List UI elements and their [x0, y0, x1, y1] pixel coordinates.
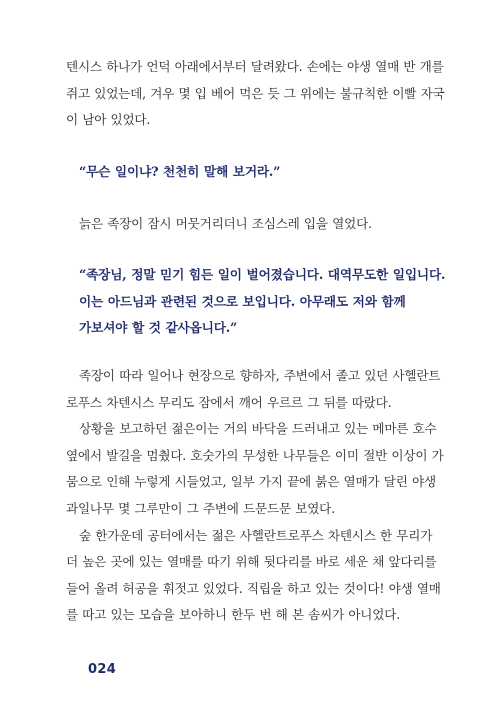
paragraph-2 — [66, 211, 426, 238]
dialogue-line: “족장님, 정말 믿기 힘든 일이 벌어졌습니다. 대역무도한 일입니다. — [79, 267, 446, 282]
text-line: 늙은 족장이 잠시 머뭇거리더니 조심스레 입을 열었다. — [79, 216, 372, 231]
text-line: 로푸스 차텐시스 무리도 잠에서 깨어 우르르 그 뒤를 따랐다. — [66, 394, 392, 410]
text-line: 상황을 보고하던 젊은이는 거의 바닥을 드러내고 있는 메마른 호수 — [79, 421, 437, 437]
text-line: 를 따고 있는 모습을 보아하니 한두 번 해 본 솜씨가 아니었다. — [66, 607, 401, 623]
text-line: 뭄으로 인해 누렇게 시들었고, 일부 가지 끝에 붉은 열매가 달린 야생 — [66, 474, 436, 490]
dialogue-1 — [66, 159, 426, 185]
text-line: 과일나무 몇 그루만이 그 주변에 드문드문 보였다. — [66, 500, 335, 516]
dialogue-line: 이는 아드님과 관련된 것으로 보입니다. 아무래도 저와 함께 — [79, 293, 406, 309]
text-line: 더 높은 곳에 있는 열매를 따기 위해 뒷다리를 바로 세운 채 앞다리를 — [66, 554, 437, 570]
page-number: 024 — [88, 662, 117, 677]
dialogue-2 — [66, 262, 446, 342]
text-line: 이 남아 있었다. — [66, 112, 151, 128]
dialogue-line: “무슨 일이냐? 천천히 말해 보거라.” — [79, 164, 281, 179]
dialogue-line: 가보셔야 할 것 같사옵니다.” — [79, 320, 238, 335]
text-line: 들어 올려 허공을 휘젓고 있었다. 직립을 하고 있는 것이다! 야생 열매 — [66, 580, 441, 596]
paragraph-1 — [66, 54, 445, 134]
text-line: 텐시스 하나가 언덕 아래에서부터 달려왔다. 손에는 야생 열매 반 개를 — [66, 59, 444, 74]
text-line: 숲 한가운데 공터에서는 젊은 사헬란트로푸스 차텐시스 한 무리가 — [79, 527, 433, 543]
text-line: 쥐고 있었는데, 겨우 몇 입 베어 먹은 듯 그 위에는 불규칙한 이빨 자국 — [66, 85, 445, 101]
text-line: 족장이 따라 일어나 현장으로 향하자, 주변에서 졸고 있던 사헬란트 — [79, 368, 441, 383]
paragraph-3 — [66, 363, 444, 629]
text-line: 옆에서 발길을 멈췄다. 호숫가의 무성한 나무들은 이미 절반 이상이 가 — [66, 447, 444, 463]
